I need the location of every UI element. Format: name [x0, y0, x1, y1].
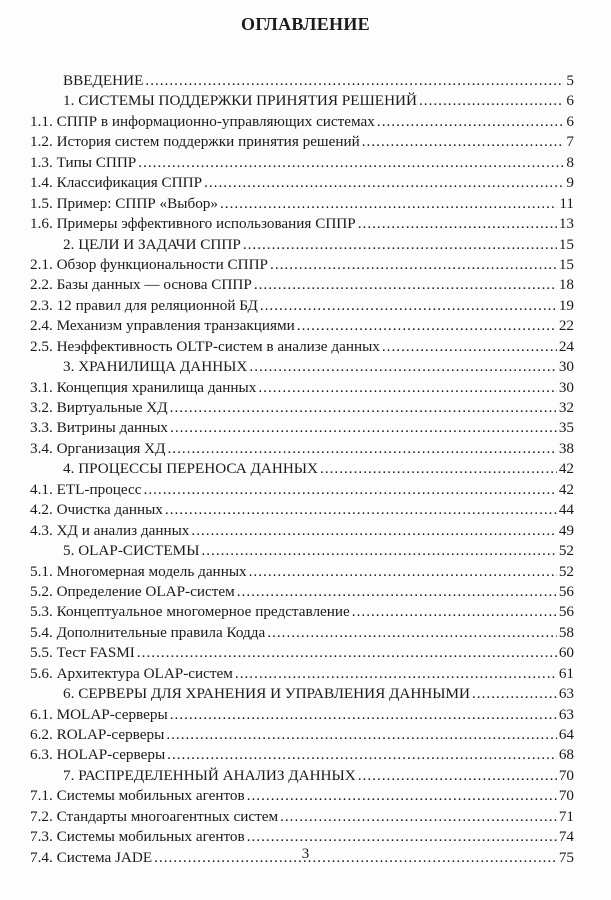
entry-title: 7. РАСПРЕДЕЛЕННЫЙ АНАЛИЗ ДАННЫХ	[63, 766, 356, 784]
entry-title: 3.4. Организация ХД	[30, 439, 166, 457]
entry-title: 1.5. Пример: СППР «Выбор»	[30, 194, 218, 212]
entry-title: 5.2. Определение OLAP-систем	[30, 582, 235, 600]
entry-title: 2.2. Базы данных — основа СППР	[30, 276, 252, 294]
entry-page: 63	[558, 705, 574, 723]
toc-section-entry	[30, 644, 574, 664]
entry-title: 1.3. Типы СППР	[30, 153, 137, 171]
entry-title: 1.6. Примеры эффективного использования СППР	[30, 215, 356, 233]
dot-leader	[249, 563, 557, 581]
toc-section-entry	[30, 583, 574, 603]
entry-page: 6	[566, 112, 574, 130]
dot-leader	[358, 215, 557, 233]
entry-page: 7	[566, 133, 574, 151]
entry-title: 4.2. Очистка данных	[30, 501, 163, 519]
entry-page: 13	[558, 215, 574, 233]
dot-leader	[170, 419, 557, 437]
dot-leader	[204, 174, 564, 192]
entry-title: 5.5. Тест FASMI	[30, 644, 135, 662]
entry-page: 11	[559, 194, 574, 212]
toc-section-entry	[30, 522, 574, 542]
toc-section-entry	[30, 317, 574, 337]
entry-title: 7.2. Стандарты многоагентных систем	[30, 807, 279, 825]
toc-chapter-entry	[30, 358, 574, 378]
dot-leader	[237, 583, 557, 601]
dot-leader	[145, 72, 564, 90]
entry-page: 15	[558, 255, 574, 273]
entry-title: 7.3. Системы мобильных агентов	[30, 828, 245, 846]
entry-page: 6	[566, 92, 574, 110]
entry-title: 1.1. СППР в информационно-управляющих системах	[30, 112, 375, 130]
dot-leader	[258, 379, 556, 397]
entry-title: 6. СЕРВЕРЫ ДЛЯ ХРАНЕНИЯ И УПРАВЛЕНИЯ ДАННЫМИ	[63, 685, 470, 703]
entry-title: 2. ЦЕЛИ И ЗАДАЧИ СППР	[63, 235, 241, 253]
entry-title: 4. ПРОЦЕССЫ ПЕРЕНОСА ДАННЫХ	[63, 460, 319, 478]
dot-leader	[220, 195, 557, 213]
page-title: ОГЛАВЛЕНИЕ	[241, 14, 370, 34]
toc-section-entry	[30, 787, 574, 807]
entry-page: 52	[558, 542, 574, 560]
toc-section-entry	[30, 276, 574, 296]
entry-title: 5.4. Дополнительные правила Кодда	[30, 623, 266, 641]
dot-leader	[243, 236, 557, 254]
toc-section-entry	[30, 726, 574, 746]
entry-page: 35	[558, 419, 574, 437]
dot-leader	[472, 685, 557, 703]
toc-chapter-entry	[30, 460, 574, 480]
entry-title: 2.5. Неэффективность OLTP-систем в анализе данных	[30, 337, 380, 355]
entry-page: 8	[566, 153, 574, 171]
toc-section-entry	[30, 338, 574, 358]
toc-chapter-entry	[30, 767, 574, 787]
entry-page: 32	[558, 399, 574, 416]
entry-title: 3.1. Концепция хранилища данных	[30, 378, 257, 396]
dot-leader	[247, 787, 557, 805]
entry-page: 56	[558, 603, 574, 621]
toc-section-entry	[30, 215, 574, 235]
entry-page: 15	[558, 235, 574, 253]
dot-leader	[138, 154, 564, 172]
entry-title: 5.1. Многомерная модель данных	[30, 562, 247, 580]
toc-section-entry	[30, 706, 574, 726]
toc-chapter-entry	[30, 236, 574, 256]
toc-section-entry	[30, 624, 574, 644]
dot-leader	[167, 440, 556, 458]
entry-page: 19	[558, 296, 574, 314]
entry-title: 3. ХРАНИЛИЩА ДАННЫХ	[63, 358, 248, 376]
dot-leader	[270, 256, 557, 274]
dot-leader	[144, 481, 557, 499]
entry-title: 4.1. ETL-процесс	[30, 480, 142, 498]
entry-title: 3.3. Витрины данных	[30, 419, 169, 437]
toc-section-entry	[30, 603, 574, 623]
entry-title: 5.3. Концептуальное многомерное представление	[30, 603, 350, 621]
toc-chapter-entry	[30, 685, 574, 705]
entry-page: 70	[558, 766, 574, 784]
entry-title: 4.3. ХД и анализ данных	[30, 521, 190, 539]
entry-title: 6.3. HOLAP-серверы	[30, 746, 166, 764]
dot-leader	[191, 522, 556, 540]
toc-section-entry	[30, 379, 574, 399]
dot-leader	[247, 828, 557, 846]
dot-leader	[419, 92, 564, 110]
dot-leader	[352, 603, 557, 621]
entry-page: 42	[558, 460, 574, 478]
entry-title: ВВЕДЕНИЕ	[63, 72, 144, 89]
dot-leader	[280, 808, 557, 826]
entry-page: 24	[558, 337, 574, 355]
toc-section-entry	[30, 133, 574, 153]
entry-title: 2.1. Обзор функциональности СППР	[30, 255, 269, 273]
toc-section-entry	[30, 419, 574, 439]
toc-section-entry	[30, 481, 574, 501]
dot-leader	[170, 399, 557, 417]
entry-title: 2.3. 12 правил для реляционной БД	[30, 296, 258, 314]
entry-page: 70	[558, 787, 574, 805]
toc-section-entry	[30, 501, 574, 521]
entry-page: 9	[566, 174, 574, 192]
entry-page: 38	[558, 439, 574, 457]
dot-leader	[137, 644, 557, 662]
entry-page: 22	[558, 317, 574, 335]
toc-section-entry	[30, 174, 574, 194]
entry-title: 3.2. Виртуальные ХД	[30, 399, 168, 416]
entry-page: 68	[558, 746, 574, 764]
entry-title: 1.2. История систем поддержки принятия решений	[30, 133, 360, 151]
dot-leader	[254, 276, 557, 294]
dot-leader	[358, 767, 557, 785]
toc-section-entry	[30, 113, 574, 133]
dot-leader	[166, 726, 557, 744]
dot-leader	[320, 460, 557, 478]
page-number: 3	[301, 846, 310, 862]
entry-title: 7.4. Система JADE	[30, 848, 153, 866]
entry-title: 6.2. ROLAP-серверы	[30, 726, 165, 743]
dot-leader	[167, 746, 557, 764]
entry-title: 7.1. Системы мобильных агентов	[30, 787, 245, 805]
entry-page: 63	[558, 685, 574, 703]
entry-page: 44	[558, 501, 574, 519]
entry-title: 6.1. MOLAP-серверы	[30, 705, 168, 723]
toc-section-entry	[30, 195, 574, 215]
entry-title: 5. OLAP-СИСТЕМЫ	[63, 542, 200, 560]
entry-page: 58	[558, 623, 574, 641]
table-of-contents	[30, 72, 574, 869]
dot-leader	[377, 113, 565, 131]
toc-section-entry	[30, 746, 574, 766]
entry-page: 60	[558, 644, 574, 662]
toc-chapter-entry	[30, 72, 574, 92]
dot-leader	[201, 542, 556, 560]
entry-page: 75	[558, 848, 574, 866]
entry-page: 30	[558, 378, 574, 396]
entry-title: 1.4. Классификация СППР	[30, 174, 203, 192]
toc-section-entry	[30, 665, 574, 685]
toc-chapter-entry	[30, 92, 574, 112]
entry-page: 49	[558, 521, 574, 539]
toc-section-entry	[30, 563, 574, 583]
entry-page: 18	[558, 276, 574, 294]
entry-page: 52	[558, 562, 574, 580]
dot-leader	[170, 706, 557, 724]
dot-leader	[297, 317, 557, 335]
entry-page: 30	[558, 358, 574, 376]
dot-leader	[362, 133, 565, 151]
entry-title: 2.4. Механизм управления транзакциями	[30, 317, 295, 335]
toc-section-entry	[30, 256, 574, 276]
toc-section-entry	[30, 808, 574, 828]
entry-page: 56	[558, 582, 574, 600]
entry-page: 5	[566, 72, 574, 89]
toc-section-entry	[30, 440, 574, 460]
dot-leader	[235, 665, 557, 683]
toc-section-entry	[30, 297, 574, 317]
dot-leader	[260, 297, 557, 315]
dot-leader	[382, 338, 557, 356]
toc-section-entry	[30, 154, 574, 174]
toc-section-entry	[30, 399, 574, 419]
entry-title: 5.6. Архитектура OLAP-систем	[30, 664, 233, 682]
entry-page: 42	[558, 480, 574, 498]
dot-leader	[165, 501, 557, 519]
toc-chapter-entry	[30, 542, 574, 562]
entry-page: 71	[558, 807, 574, 825]
dot-leader	[267, 624, 557, 642]
dot-leader	[249, 358, 556, 376]
entry-page: 61	[558, 664, 574, 682]
entry-page: 64	[558, 726, 574, 743]
entry-title: 1. СИСТЕМЫ ПОДДЕРЖКИ ПРИНЯТИЯ РЕШЕНИЙ	[63, 92, 417, 110]
entry-page: 74	[558, 828, 574, 846]
